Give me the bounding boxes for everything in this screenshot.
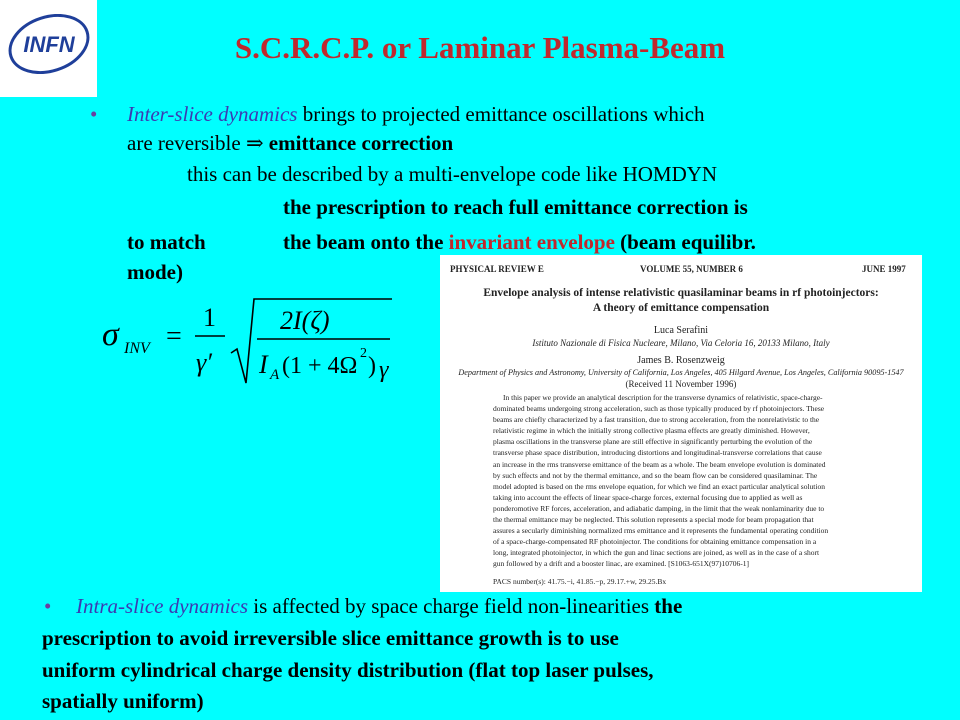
- bullet1-line5b: [283, 232, 756, 253]
- implies-arrow-icon: ⇒: [245, 131, 264, 155]
- bullet1-line5b-text: the beam onto the: [283, 230, 449, 254]
- logo-text: INFN: [23, 32, 75, 57]
- emittance-correction-text: emittance correction: [263, 131, 454, 155]
- bullet1-line2: [127, 133, 453, 154]
- abstract-line: taking into account the effects of linear space-charge forces, external focusing due to applied as well as: [493, 492, 803, 502]
- abstract-line: ponderomotive RF forces, acceleration, and adiabatic damping, in the limit that the weak nonlaminarity due to: [493, 503, 825, 513]
- abstract-line: model adopted is based on the rms envelope equation, for which we find an exact particular analytical solution: [493, 481, 825, 491]
- paper-received: (Received 11 November 1996): [625, 379, 737, 389]
- bullet1-line2-plain: are reversible: [127, 131, 246, 155]
- bullet2-line3: uniform cylindrical charge density distribution (flat top laser pulses,: [42, 658, 654, 682]
- paper-affil1: Istituto Nazionale di Fisica Nucleare, Milano, Via Celoria 16, 20133 Milano, Italy: [532, 338, 830, 348]
- abstract-line: gun followed by a drift and a booster linac, are examined. [S1063-651X(97)10706-1]: [493, 559, 749, 569]
- bullet1-line1: [127, 104, 705, 125]
- journal-volume: VOLUME 55, NUMBER 6: [640, 264, 743, 274]
- paper-affil2: Department of Physics and Astronomy, University of California, Los Angeles, 405 Hilgard Avenue, Los Angeles, California 90095-1547: [458, 368, 904, 377]
- bullet1-line5c-text: (beam equilibr.: [614, 230, 756, 254]
- abstract-line: In this paper we provide an analytical description for the transverse dynamics of relativistic, space-charge-: [503, 393, 823, 402]
- bullet2-line1-rest: is affected by space charge field non-linearities: [248, 594, 655, 618]
- bullet-marker: •: [44, 594, 52, 618]
- inter-slice-term: Inter-slice dynamics: [127, 102, 298, 126]
- paper-title-line2: A theory of emittance compensation: [592, 302, 770, 314]
- bullet1-line6: mode): [127, 260, 183, 284]
- abstract-line: dominated beams undergoing strong acceleration, such as those typically produced by rf photoinjectors. These: [493, 404, 825, 414]
- formula-den1: γ′: [196, 348, 212, 377]
- formula-equals: =: [166, 321, 182, 352]
- invariant-envelope-text: invariant envelope: [448, 230, 615, 254]
- formula-den2-sub: A: [270, 367, 280, 383]
- invariant-envelope-formula: [100, 293, 400, 388]
- formula-den2-i: I: [259, 350, 268, 379]
- journal-name: PHYSICAL REVIEW E: [450, 264, 544, 274]
- paper-title-line1: Envelope analysis of intense relativistic quasilaminar beams in rf photoinjectors:: [483, 287, 879, 299]
- bullet2-line1: [76, 596, 682, 617]
- formula-den2-gamma: γ: [379, 357, 389, 383]
- formula-num1: 1: [203, 303, 216, 332]
- bullet1-line5a: to match: [127, 230, 206, 254]
- bullet1-line1-rest: brings to projected emittance oscillations which: [297, 102, 705, 126]
- bullet2-line1-bold: the: [654, 594, 683, 618]
- formula-sigma: σ: [102, 316, 119, 353]
- bullet-marker: •: [90, 102, 98, 126]
- abstract-line: of a space-charge-compensated RF photoinjector. The conditions for obtaining emittance compensation in a: [493, 537, 817, 547]
- formula-num2: 2I(ζ): [280, 306, 330, 335]
- abstract-line: transverse phase space distribution, introducing distortions and longitudinal-transverse correlations that cause: [493, 448, 822, 458]
- abstract-line: by such effects and not by the thermal emittance, and so the beam flow can be considered quasilaminar. The: [493, 470, 818, 480]
- formula-den2-paren: (1 + 4Ω: [282, 353, 358, 379]
- bullet1-line3: this can be described by a multi-envelope code like HOMDYN: [187, 162, 718, 186]
- slide-title: S.C.R.C.P. or Laminar Plasma-Beam: [234, 30, 726, 65]
- bullet2-line4: spatially uniform): [42, 689, 204, 713]
- abstract-line: the thermal emittance may be neglected. This solution represents a special mode for beam propagation that: [493, 515, 814, 525]
- paper-abstract: [493, 392, 873, 587]
- abstract-line: relativistic regime in which the initially strong collective plasma effects are greatly diminished. However,: [493, 426, 810, 436]
- intra-slice-term: Intra-slice dynamics: [76, 594, 249, 618]
- formula-den2-sup: 2: [360, 346, 367, 361]
- paper-author2: James B. Rosenzweig: [637, 355, 725, 366]
- bullet1-line4: the prescription to reach full emittance correction is: [283, 195, 748, 219]
- paper-pacs: PACS number(s): 41.75.−i, 41.85.−p, 29.17.+w, 29.25.Bx: [493, 576, 667, 586]
- abstract-line: an increase in the rms transverse emittance of the beam as a whole. The beam envelope evolution is dominated: [493, 459, 826, 469]
- abstract-line: long, integrated photoinjector, in which the gun and linac sections are joined, as well as in the case of a short: [493, 548, 820, 558]
- journal-date: JUNE 1997: [862, 264, 906, 274]
- abstract-line: beams are chiefly characterized by a fast transition, due to strong acceleration, from the nonrelativistic to the: [493, 415, 820, 425]
- paper-excerpt-image: [440, 255, 922, 592]
- paper-author1: Luca Serafini: [653, 325, 709, 336]
- formula-sigma-sub: INV: [124, 340, 150, 357]
- bullet2-line2: prescription to avoid irreversible slice emittance growth is to use: [42, 626, 619, 650]
- abstract-line: plasma oscillations in the transverse plane are still effective in significantly perturbing the evolution of the: [493, 437, 813, 447]
- abstract-line: assures a secularly diminishing normalized rms emittance and it represents the fundamental operating condition: [493, 526, 829, 536]
- formula-den2-close: ): [368, 353, 376, 379]
